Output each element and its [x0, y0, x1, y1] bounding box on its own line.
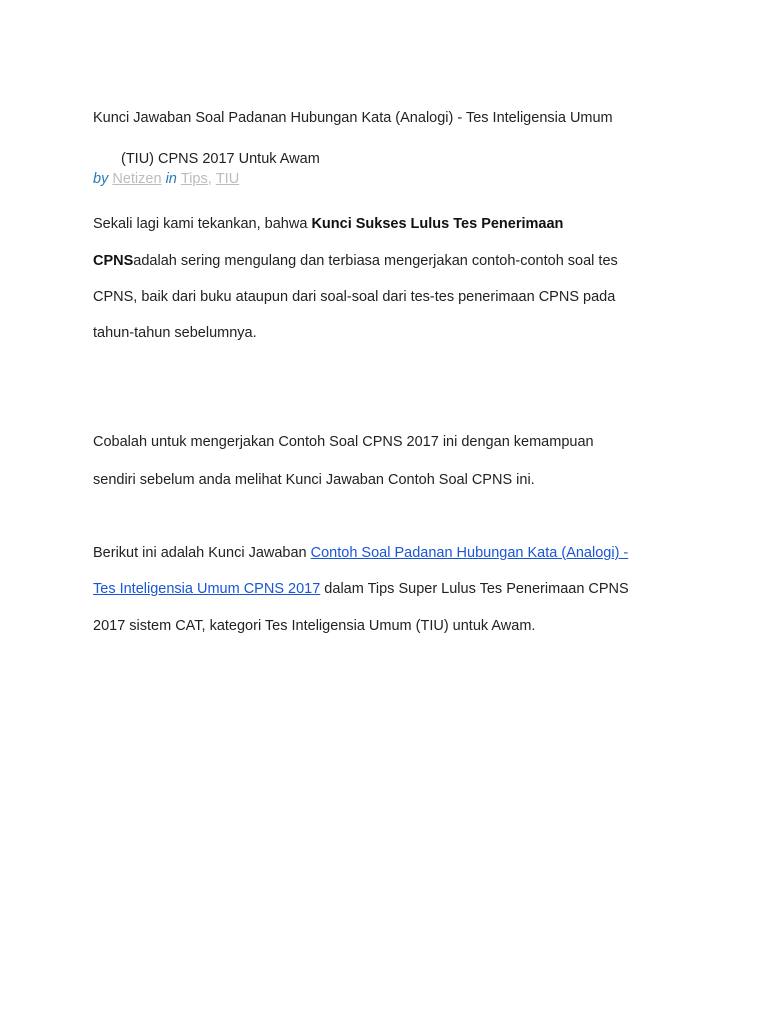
title-line-2: (TIU) CPNS 2017 Untuk Awam: [121, 151, 320, 167]
paragraph-3-line-2-text: dalam Tips Super Lulus Tes Penerimaan CPNS: [320, 581, 629, 597]
paragraph-1-line-4: tahun-tahun sebelumnya.: [93, 325, 257, 341]
title-line-1: Kunci Jawaban Soal Padanan Hubungan Kata (Analogi) - Tes Inteligensia Umum: [93, 110, 613, 126]
author-link[interactable]: Netizen: [112, 171, 162, 187]
paragraph-3-prefix: Berikut ini adalah Kunci Jawaban: [93, 545, 311, 561]
paragraph-1-bold-2: CPNS: [93, 253, 134, 269]
paragraph-3-line-1: [93, 544, 628, 562]
paragraph-1-line-2-text: adalah sering mengulang dan terbiasa mengerjakan contoh-contoh soal tes: [133, 253, 618, 269]
byline-by: by: [93, 171, 109, 187]
paragraph-2-line-1: Cobalah untuk mengerjakan Contoh Soal CPNS 2017 ini dengan kemampuan: [93, 434, 594, 450]
paragraph-1-bold-1: Kunci Sukses Lulus Tes Penerimaan: [311, 216, 564, 232]
category-link-tiu[interactable]: TIU: [215, 171, 240, 187]
paragraph-1-prefix: Sekali lagi kami tekankan, bahwa: [93, 216, 312, 232]
contoh-soal-link-part-2[interactable]: Tes Inteligensia Umum CPNS 2017: [93, 581, 321, 597]
category-separator: ,: [207, 171, 212, 187]
contoh-soal-link-part-1[interactable]: Contoh Soal Padanan Hubungan Kata (Analogi) -: [310, 545, 629, 561]
category-link-tips[interactable]: Tips: [180, 171, 208, 187]
paragraph-1-line-3: CPNS, baik dari buku ataupun dari soal-soal dari tes-tes penerimaan CPNS pada: [93, 289, 616, 305]
paragraph-2-line-2: sendiri sebelum anda melihat Kunci Jawaban Contoh Soal CPNS ini.: [93, 472, 535, 488]
paragraph-1-line-1: [93, 215, 563, 233]
paragraph-3-line-2: [93, 580, 629, 598]
byline-in: in: [165, 171, 177, 187]
paragraph-1-line-2: [93, 252, 618, 270]
paragraph-3-line-3: 2017 sistem CAT, kategori Tes Inteligensia Umum (TIU) untuk Awam.: [93, 618, 536, 634]
byline: [93, 170, 239, 188]
